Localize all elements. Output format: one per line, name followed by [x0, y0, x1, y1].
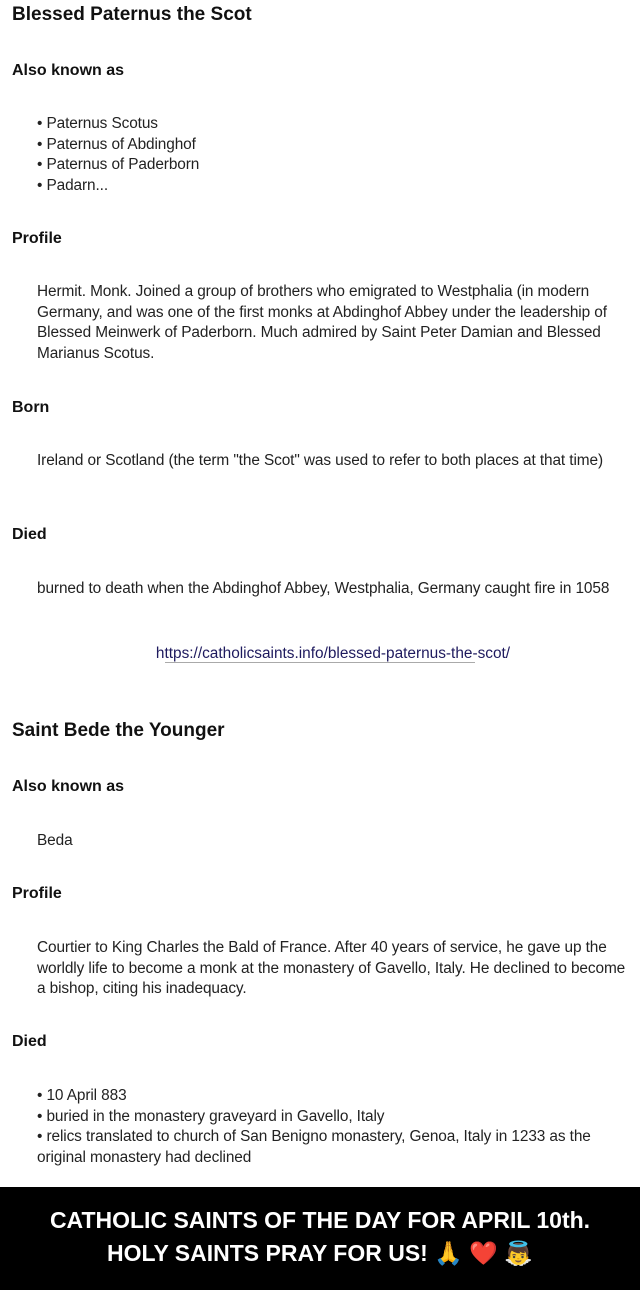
banner-line-1: CATHOLIC SAINTS OF THE DAY FOR APRIL 10th.: [49, 1207, 591, 1233]
divider: [165, 662, 475, 663]
section-heading: Died: [12, 526, 47, 543]
list-item: • Paternus Scotus: [37, 115, 158, 132]
also-known-list: [37, 114, 633, 196]
emoji-icons: 🙏 ❤️ 👼: [434, 1240, 533, 1266]
died-text: burned to death when the Abdinghof Abbey, Westphalia, Germany caught fire in 1058: [37, 580, 610, 597]
profile-text: Courtier to King Charles the Bald of France. After 40 years of service, he gave up the worldly life to become a monk at the monastery of Gavello, Italy. He declined to become a bishop, citing his inadequacy.: [37, 939, 626, 997]
list-item: • Paternus of Paderborn: [37, 156, 200, 173]
list-item: • relics translated to church of San Benigno monastery, Genoa, Italy in 1233 as the original monastery had declined: [37, 1128, 591, 1166]
list-item: • Paternus of Abdinghof: [37, 135, 196, 153]
caption-banner: [0, 1187, 640, 1290]
section-heading: Profile: [12, 230, 62, 247]
source-link[interactable]: https://catholicsaints.info/blessed-paternus-the-scot/: [155, 645, 511, 662]
profile-text: Hermit. Monk. Joined a group of brothers who emigrated to Westphalia (in modern Germany, and was one of the first monks at Abdinghof Abbey under the leadership of Blessed Meinwerk of Paderborn. Much admired by Saint Peter Damian and Blessed Marianus Scotus.: [37, 283, 607, 362]
section-heading: Also known as: [12, 62, 125, 79]
banner-line-2: [0, 1237, 640, 1270]
saint-title: Saint Bede the Younger: [12, 720, 225, 741]
born-text: Ireland or Scotland (the term "the Scot" was used to refer to both places at that time): [37, 452, 603, 469]
section-heading: Died: [12, 1033, 47, 1050]
died-list: [37, 1086, 633, 1168]
saint-title: Blessed Paternus the Scot: [12, 4, 252, 25]
also-known-text: Beda: [37, 832, 73, 849]
list-item: • 10 April 883: [37, 1087, 127, 1104]
section-heading: Also known as: [12, 778, 125, 795]
banner-line-2-text: HOLY SAINTS PRAY FOR US!: [107, 1240, 428, 1266]
list-item: • buried in the monastery graveyard in Gavello, Italy: [37, 1107, 385, 1125]
list-item: • Padarn...: [37, 176, 109, 194]
section-heading: Profile: [12, 885, 62, 902]
section-heading: Born: [12, 399, 50, 416]
